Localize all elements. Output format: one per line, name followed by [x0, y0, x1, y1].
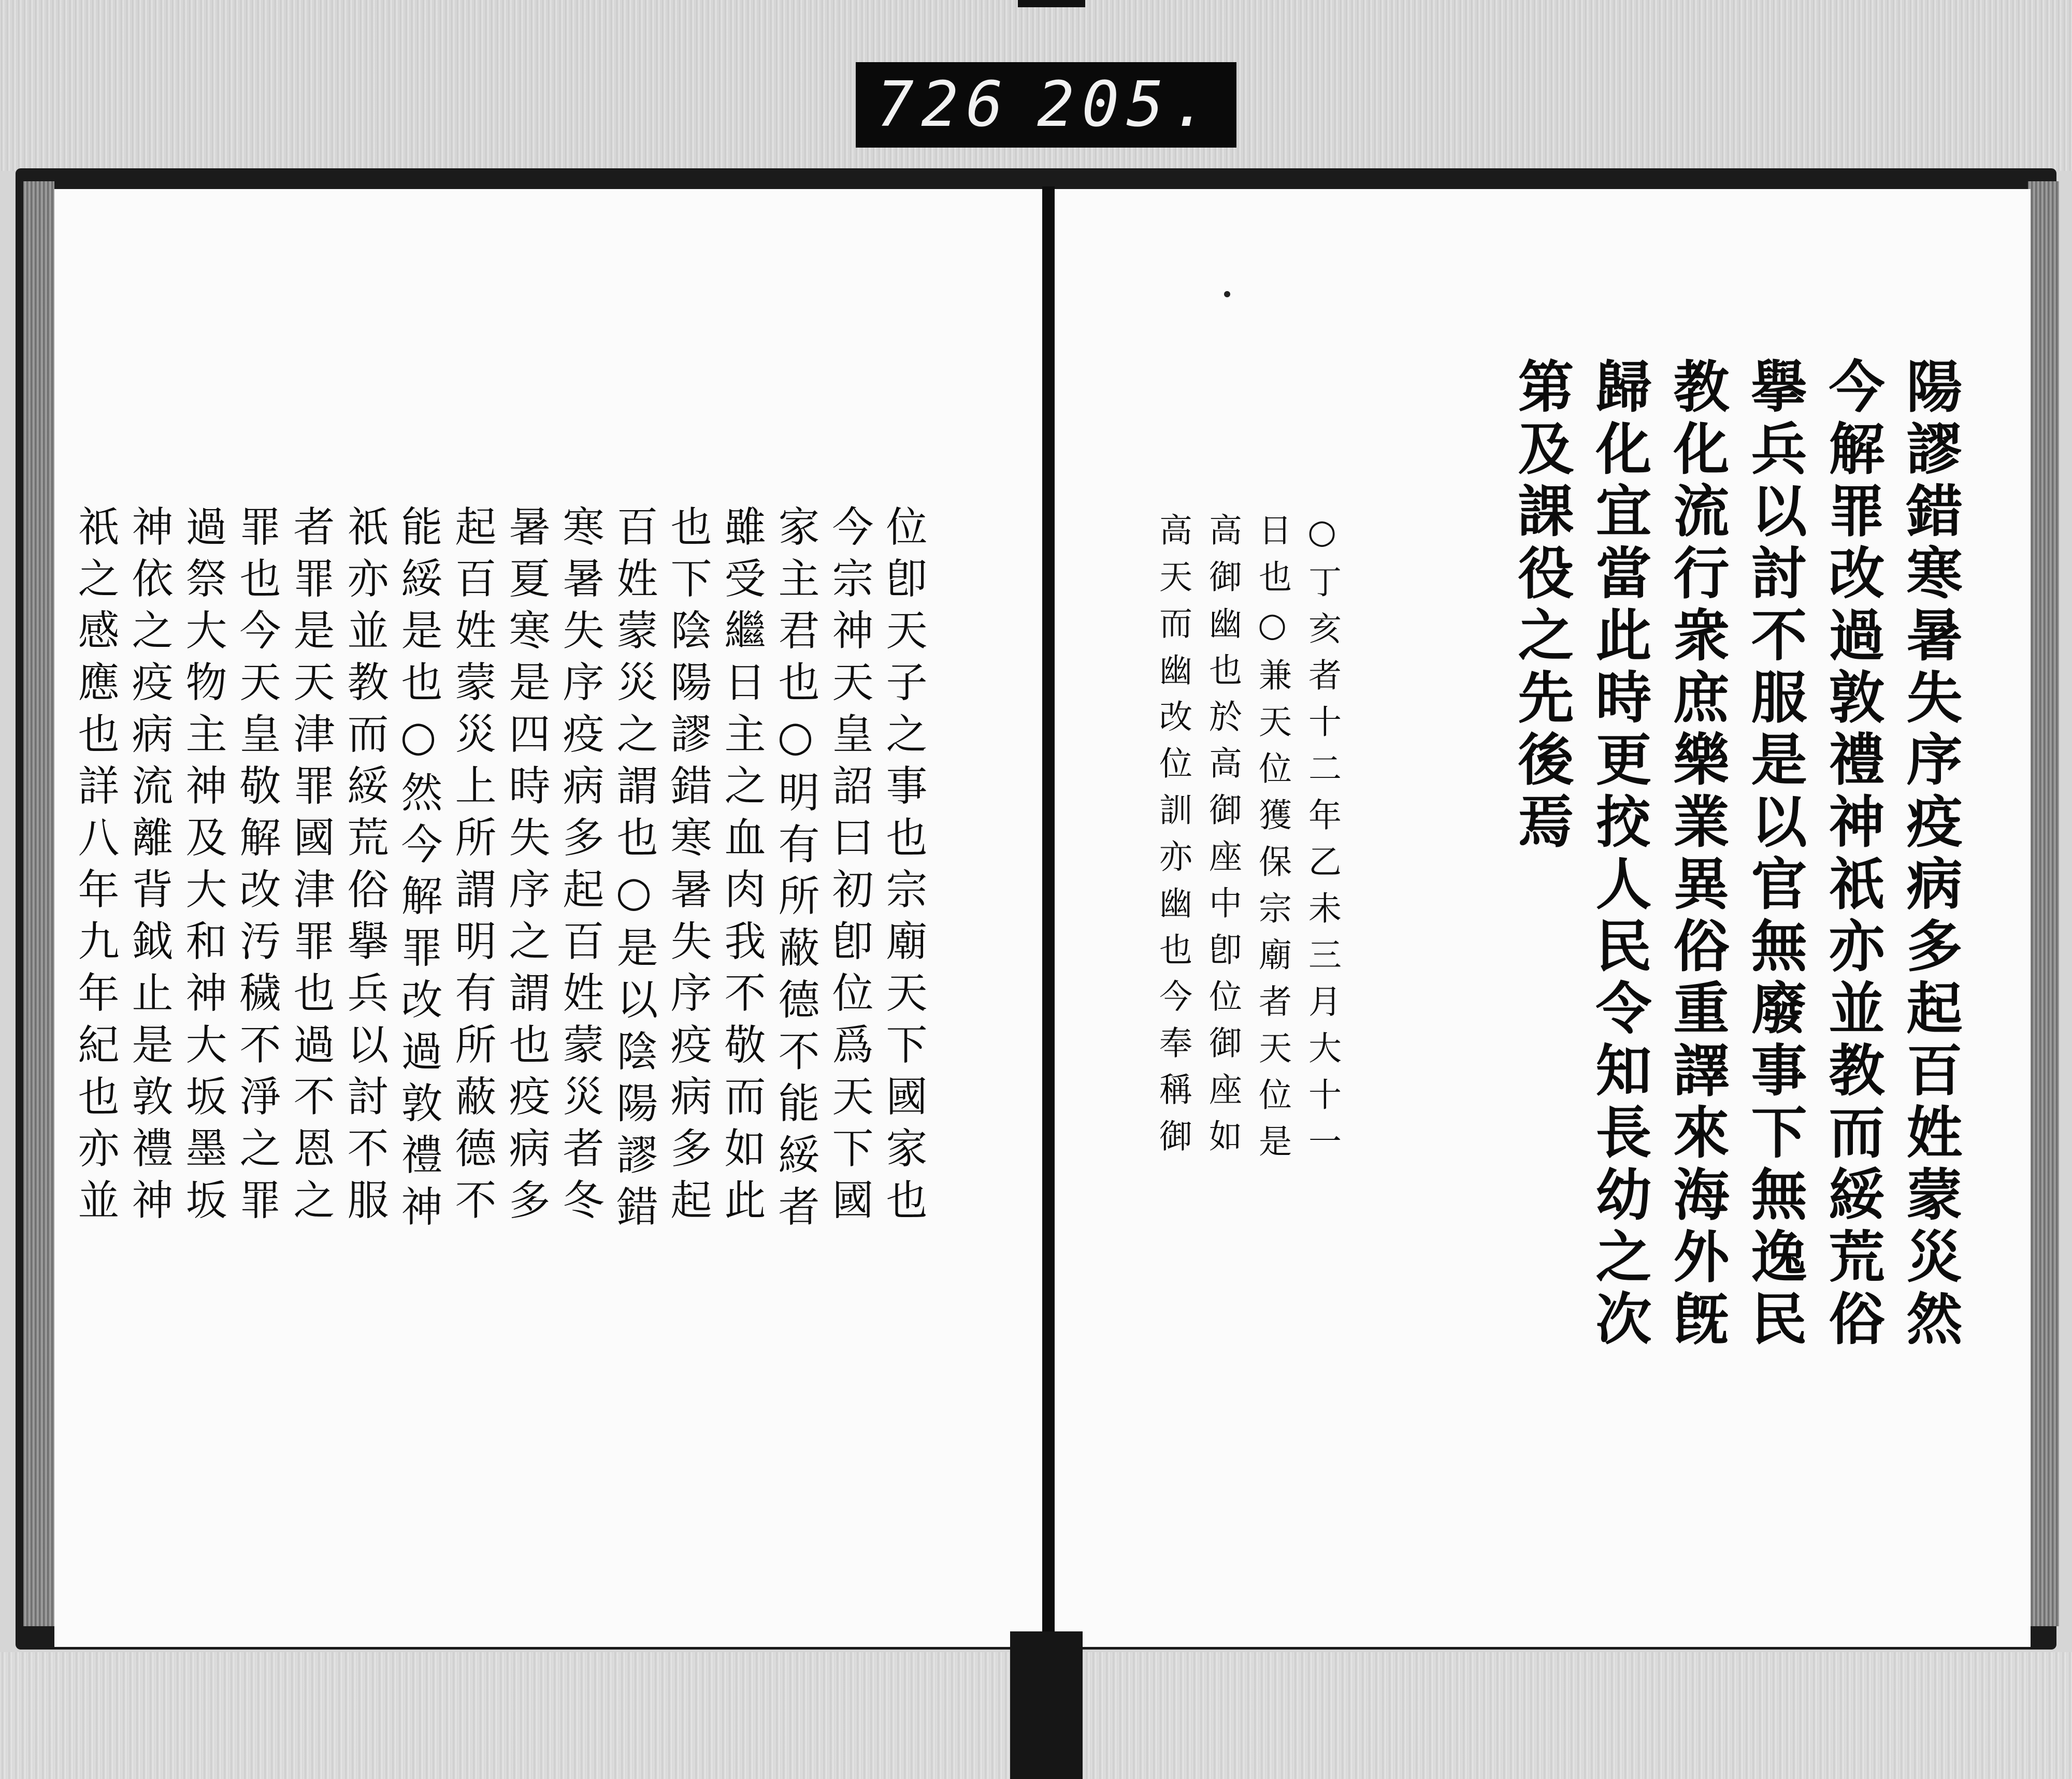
right-page-commentary: [1140, 513, 1347, 1523]
text-column: 暑夏寒是四時失序之謂也疫病多: [502, 505, 550, 1230]
right-page-edges: [2028, 181, 2059, 1626]
ink-dot: [1224, 291, 1230, 297]
text-column: 今宗神天皇詔曰初卽位爲天下國: [825, 505, 873, 1230]
text-column: 雖受繼日主之血肉我不敬而如此: [717, 505, 766, 1230]
reel-number: 726: [876, 69, 1011, 141]
film-frame-label: [856, 62, 1236, 148]
commentary-column: 高御幽也於高御座中卽位御座如: [1203, 513, 1242, 1165]
commentary-column: ○丁亥者十二年乙未三月大十一: [1303, 513, 1341, 1170]
text-column: 祇之感應也詳八年九年紀也亦並: [71, 505, 119, 1230]
text-column: 者罪是天津罪國津罪也過不恩之: [286, 505, 335, 1230]
text-column: 位卽天子之事也宗廟天下國家也: [879, 505, 927, 1230]
main-text-column: 今解罪改過敦禮神祇亦並教而綏荒俗: [1819, 357, 1884, 1352]
text-column: 起百姓蒙災上所謂明有所蔽德不: [448, 505, 496, 1230]
frame-number: 205.: [1037, 69, 1216, 141]
text-column: 百姓蒙災之謂也○是以陰陽謬錯: [610, 505, 658, 1237]
main-text-column: 歸化宜當此時更挍人民令知長幼之次: [1586, 357, 1651, 1352]
book-gutter: [1042, 186, 1055, 1652]
text-column: 罪也今天皇敬解改汚穢不淨之罪: [233, 505, 281, 1230]
main-text-column: 第及課役之先後焉: [1508, 357, 1574, 855]
text-column: 寒暑失序疫病多起百姓蒙災者冬: [556, 505, 604, 1230]
main-text-column: 擧兵以討不服是以官無廢事下無逸民: [1742, 357, 1807, 1352]
main-text-column: 教化流行衆庶樂業異俗重譯來海外旣: [1664, 357, 1729, 1352]
binding-clip: [1018, 0, 1085, 7]
spine-tab: [1010, 1631, 1083, 1779]
text-column: 能綏是也○然今解罪改過敦禮神: [394, 505, 442, 1237]
main-text-column: 陽謬錯寒暑失序疫病多起百姓蒙災然: [1897, 357, 1962, 1352]
text-column: 祇亦並教而綏荒俗擧兵以討不服: [340, 505, 388, 1230]
left-page-text: [71, 505, 930, 1567]
text-column: 家主君也○明有所蔽德不能綏者: [771, 505, 819, 1237]
commentary-column: 日也○兼天位獲保宗廟者天位是: [1253, 513, 1291, 1170]
commentary-column: 高天而幽改位訓亦幽也今奉稱御: [1154, 513, 1192, 1165]
right-page-main-text: [1357, 357, 1968, 1549]
left-page-edges: [23, 181, 54, 1626]
text-column: 過祭大物主神及大和神大坂墨坂: [179, 505, 227, 1230]
text-column: 神依之疫病流離背鉞止是敦禮神: [125, 505, 173, 1230]
text-column: 也下陰陽謬錯寒暑失序疫病多起: [664, 505, 712, 1230]
